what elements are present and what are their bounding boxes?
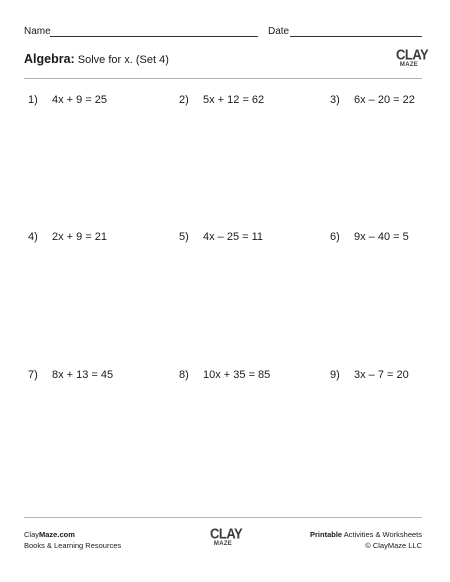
problem-9: 9) 3x – 7 = 20 — [330, 369, 409, 381]
title-instructions: Solve for x. (Set 4) — [77, 54, 169, 66]
claymaze-logo: CLAY MAZE — [396, 46, 429, 68]
header-rule — [24, 78, 422, 79]
footer-logo: CLAY MAZE — [210, 525, 243, 547]
problem-4: 4) 2x + 9 = 21 — [28, 231, 108, 243]
problem-5: 5) 4x – 25 = 11 — [179, 231, 264, 243]
footer-right — [310, 529, 422, 551]
problem-1: 1) 4x + 9 = 25 — [28, 94, 108, 106]
problem-8: 8) 10x + 35 = 85 — [179, 369, 271, 381]
worksheet-title — [24, 52, 169, 66]
problem-7: 7) 8x + 13 = 45 — [28, 369, 114, 381]
footer-left — [24, 529, 121, 551]
problem-3: 3) 6x – 20 = 22 — [330, 94, 415, 106]
name-label: Name — [24, 26, 51, 37]
footer-rule — [24, 517, 422, 518]
title-subject: Algebra: — [24, 52, 75, 66]
footer-copyright: © ClayMaze LLC — [365, 541, 422, 550]
name-line[interactable] — [50, 36, 258, 37]
problem-6: 6) 9x – 40 = 5 — [330, 231, 409, 243]
date-line[interactable] — [290, 36, 422, 37]
problem-2: 2) 5x + 12 = 62 — [179, 94, 265, 106]
footer-printable: Printable Activities & Worksheets — [310, 530, 422, 539]
footer-brand: ClayMaze.com — [24, 530, 75, 539]
date-label: Date — [268, 26, 290, 37]
footer-tagline: Books & Learning Resources — [24, 541, 122, 550]
